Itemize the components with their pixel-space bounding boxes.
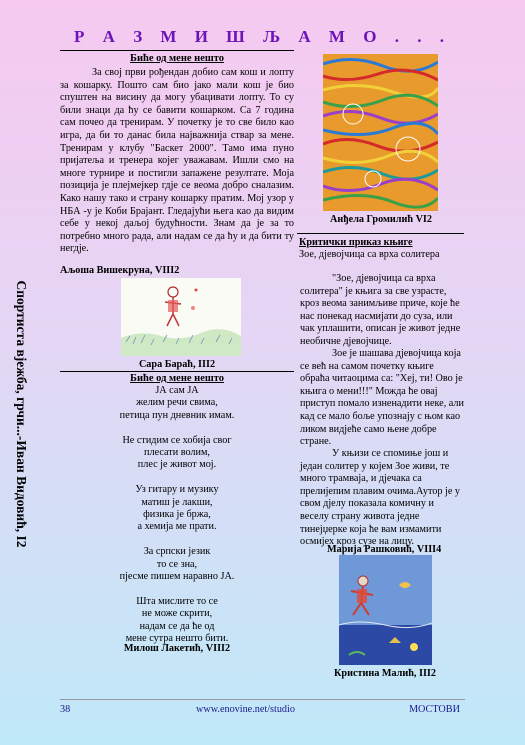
article-author: Аљоша Вишекруна, VIII2 bbox=[60, 265, 180, 276]
abstract-painting-image bbox=[323, 54, 438, 211]
divider bbox=[60, 371, 294, 372]
section-heading: Биће од мене нешто bbox=[130, 373, 224, 384]
poem-stanza: Не стидим се хобија свог плесати волим, плес је живот мој. bbox=[122, 434, 232, 471]
review-paragraph: "Зое, дјевојчица са врха солитера" је књига за све узрасте, кроз веома занимљиве приче, које ће нас понекад насмијати до суза, или чак уплашити, описан је живот једне необичне дјевојчице. bbox=[300, 273, 461, 347]
poem-stanza: Уз гитару и музику матиш је лакши, физика је бржа, а хемија ме прати. bbox=[135, 484, 219, 533]
divider bbox=[60, 50, 294, 51]
review-author: Марија Рашковић, VIII4 bbox=[327, 544, 442, 555]
footer-divider bbox=[60, 699, 465, 700]
child-drawing-image bbox=[339, 555, 432, 665]
painting-caption: Анђела Громилић VI2 bbox=[329, 214, 432, 225]
divider bbox=[297, 233, 464, 234]
drawing-caption: Кристина Малић, III2 bbox=[334, 668, 436, 679]
review-paragraph: У књизи се спомиње још и један солитер у којем Зое живи, те много трамваја, и дјечака са прелијепим плавим очима.Аутор је у свом дјелу показала комичну и веселу страну живота једне тинејџерке која ће вам измамити осмијех кроз сузе на лицу. bbox=[300, 448, 461, 548]
poem-stanza: Шта мислите то се не може скрити, надам се да ће од мене сутра нешто бити. bbox=[125, 595, 229, 645]
page-number: 38 bbox=[60, 704, 71, 715]
review-paragraph: Зое је шашава дјевојчица која се већ на самом почетку књиге обраћа читаоцима са: "Хеј, ти! Ово је књига о мени!!!" Можда ће овај приступ помало изненадити неке, али кад се мало боље упознају с њом као ликом видјеће само њене добре стране. bbox=[300, 348, 464, 448]
child-drawing-image bbox=[121, 278, 241, 356]
footer-url[interactable]: www.enovine.net/studio bbox=[196, 704, 295, 715]
page-title: Р А З М И Ш Љ А М О . . . bbox=[74, 27, 451, 46]
section-heading: Критички приказ књиге bbox=[299, 237, 413, 248]
section-heading: Биће од мене нешто bbox=[130, 53, 224, 64]
drawing-caption: Сара Бараћ, III2 bbox=[138, 359, 216, 370]
magazine-name: МОСТОВИ bbox=[409, 704, 460, 715]
article-text: За свој први рођендан добио сам кош и лопту за кошарку. Пошто сам био јако мали кош је био спуштен на висину да могу убацивати лопту. То су били знаци да ћу се бавити кошарком. Са 7 година сам почео да тренирам. У почетку је то све било као игра, да би то данас била најважнија ствар за мене. Тренирам у клубу "Баскет 2000". Тамо има пуно пријатеља и тренера којег уважавам. Ишли смо на многе турнире и постигли запажене резултате. Моја позиција је плејмејкер гдје се веома добро сналазим. Како нашу тако и страну кошарку пратим. Мој узор у НБА -у је Коби Брајант. Гледајући њега као да видим себе у некој даљој будућности. Знам да је за то потребно много рада, али надам се да ћу и да бити ту негдје. bbox=[60, 67, 294, 255]
vertical-caption: Спортиста вјежба, грчи...-Иван Видовић, I2 bbox=[14, 280, 29, 548]
poem-stanza: ЈА сам ЈА желим речи свима, петица пун дневник имам. bbox=[119, 385, 235, 421]
poem-author: Милош Лакетић, VIII2 bbox=[123, 643, 231, 654]
poem bbox=[60, 385, 294, 658]
section-subtitle: Зое, дјевојчица са врха солитера bbox=[299, 249, 440, 260]
poem-stanza: За српски језик то се зна, пјесме пишем наравно ЈА. bbox=[119, 546, 235, 583]
